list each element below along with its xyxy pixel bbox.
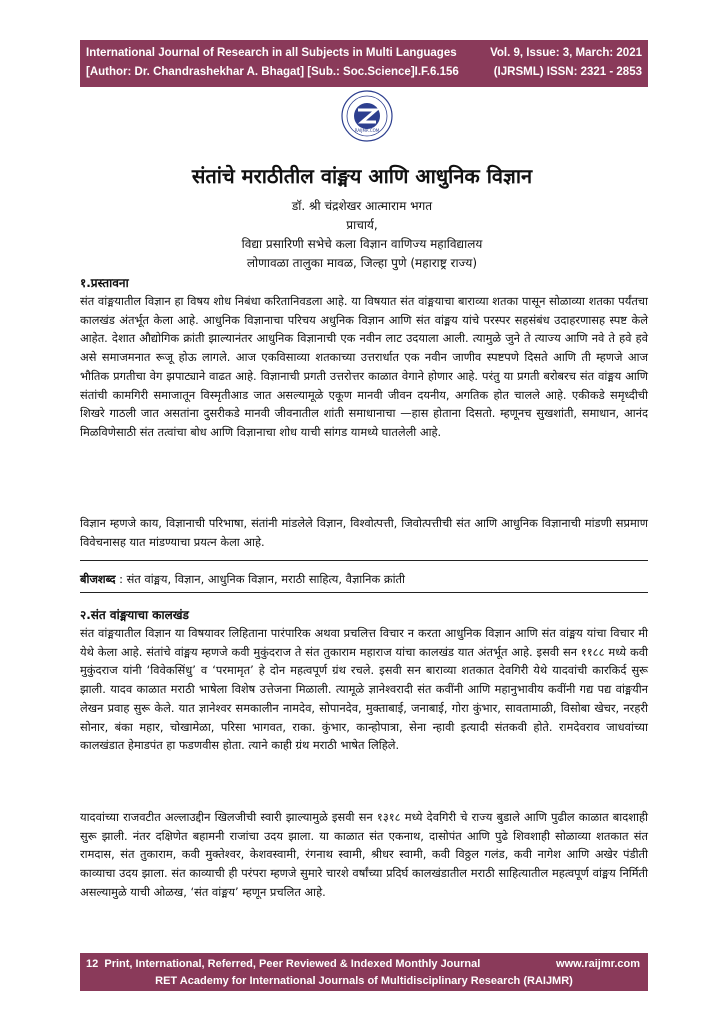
keywords-label: बीजशब्द — [80, 572, 116, 586]
keywords-line — [80, 572, 405, 587]
author-name: डॉ. श्री चंद्रशेखर आत्माराम भगत — [291, 199, 433, 213]
section-heading-introduction: १.प्रस्तावना — [80, 276, 129, 290]
journal-header-band — [80, 40, 648, 87]
footer-line-1 — [86, 958, 480, 970]
journal-name: International Journal of Research in all Subjects in Multi Languages — [86, 47, 457, 59]
intro-paragraph-1: संत वांङ्मयातील विज्ञान हा विषय शोध निबंधा करितानिवडला आहे. या विषयात संत वांङ्मयाचा बाराव्या शतका पासून सोळाव्या शतका पर्यंतचा कालखंड अंतर्भूत केला आहे. आधुनिक विज्ञानाचा परिचय अधुनिक विज्ञान आणि संत वांङ्मय यांचे परस्पर सहसंबंध उदाहरणासह स्पष्ट केले आहेत. देशात औद्योगिक क्रांती झाल्यानंतर आधुनिक विज्ञानाची एक नवीन लाट उदयाला आली. त्यामुळे जुने ते त्याज्य आणि नवे ते हवे हवे असे समाजमनात रूजू होऊ लागले. आज एकविसाव्या शतकाच्या उत्तरार्धात एक नवीन जाणीव स्पष्टपणे दिसते आणि ती म्हणजे आज भौतिक प्रगतीचा वेग झपाट्याने वाढत आहे. विज्ञानाची प्रगती उत्तरोत्तर काळात वेगाने होणार आहे. परंतु या प्रगती बरोबरच संत वांङ्मय आणि संतांची कामगिरी समाजातून विस्मृतीआड जात असल्यामूळे एकूण मानवी जीवन दयनीय, अगतिक होत चालले आहे. एकीकडे समृध्दीची शिखरे गाठली जात असतांना दुसरीकडे मानवी जीवनातील शांती समाधानाचा —हास होताना दिसतो. म्हणूनच सुखशांती, समाधान, आनंद मिळविणेसाठी संत तत्वांचा बोध आणि विज्ञानाचा शोध याची सांगड यामध्ये घातलेली आहे. — [80, 294, 648, 439]
period-paragraph-1: संत वांङ्मयातील विज्ञान या विषयावर लिहिताना पारंपारिक अथवा प्रचलित्त विचार न करता आधुनिक विज्ञान आणि संत वांङ्मय यांचा विचार मी येथे केला आहे. संतांचे वांङ्मय म्हणजे कवी मुकुंदराज ते संत तुकाराम महाराज यांचा कालखंड यात अंतर्भूत आहे. इसवी सन ११८८ मध्ये कवी मुकुंदराज यांनी ‘विवेकसिंधु’ व ‘परमामृत’ हे दोन महत्वपूर्ण ग्रंथ रचले. इसवी सन बाराव्या शतकात देवगिरी येथे यादवांची कारकिर्द सुरू झाली. यादव काळात मराठी भाषेला विशेष उत्तेजना मिळाली. त्यामूळे ज्ञानेश्वरादी संत कवींनी आणि महानुभावीय कवींनी गद्य पद्य वांङ्मयीन लेखन प्रवाह सुरू केले. यात ज्ञानेश्वर समकालीन नामदेव, सोपानदेव, मुक्ताबाई, जनाबाई, गोरा कुंभार, सावतामाळी, विसोबा खेचर, नरहरी सोनार, बंका महार, चोखामेळा, परिसा भागवत, राका. कुंभार, कान्होपात्रा, सेना न्हावी इत्यादी संतकवी होते. रामदेवराव जाधवांच्या कालखंडात हेमाडपंत हा फडणवीस होता. त्याने काही ग्रंथ मराठी भाषेत लिहिले. — [80, 626, 648, 753]
footer-publisher: RET Academy for International Journals of Multidisciplinary Research (RAIJMR) — [155, 975, 573, 987]
footer-journal-type: Print, International, Referred, Peer Reviewed & Indexed Monthly Journal — [104, 958, 481, 970]
issue-info: Vol. 9, Issue: 3, March: 2021 — [490, 47, 642, 59]
author-subject-line: [Author: Dr. Chandrashekhar A. Bhagat] [Sub.: Soc.Science]I.F.6.156 — [86, 66, 459, 78]
keywords-text: : संत वांङ्मय, विज्ञान, आधुनिक विज्ञान, मराठी साहित्य, वैज्ञानिक क्रांती — [119, 572, 405, 586]
section-heading-period: २.संत वांङ्मयाचा कालखंड — [80, 608, 189, 622]
paper-title: संतांचे मराठीतील वांङ्मय आणि आधुनिक विज्ञान — [191, 164, 533, 188]
logo-text: RAIJMR.COM — [354, 128, 380, 133]
issn-info: (IJRSML) ISSN: 2321 - 2853 — [493, 66, 642, 78]
footer-website: www.raijmr.com — [556, 958, 640, 970]
author-designation: प्राचार्य, — [346, 218, 378, 232]
author-college: विद्या प्रसारिणी सभेचे कला विज्ञान वाणिज्य महाविद्यालय — [241, 237, 483, 251]
keywords-bottom-rule — [80, 592, 648, 593]
intro-paragraph-2: विज्ञान म्हणजे काय, विज्ञानाची परिभाषा, संतांनी मांडलेले विज्ञान, विश्वोत्पत्ती, जिवोत्पत्तीची संत आणि आधुनिक विज्ञानाची मांडणी सप्रमाण विवेचनासह यात मांडण्याचा प्रयत्न केला आहे. — [80, 516, 648, 549]
keywords-top-rule — [80, 560, 648, 561]
raijmr-logo-icon — [340, 88, 394, 158]
period-paragraph-2: यादवांच्या राजवटीत अल्लाउद्दीन खिलजीची स्वारी झाल्यामुळे इसवी सन १३१८ मध्ये देवगिरी चे राज्य बुडाले आणि पुढील काळात बादशाही सुरू झाली. नंतर दक्षिणेत बहामनी राजांचा उदय झाला. या काळात संत एकनाथ, दासोपंत आणि पुढे शिवशाही सोळाव्या शतकात संत रामदास, संत तुकाराम, कवी मुक्तेश्वर, केशवस्वामी, रंगनाथ स्वामी, श्रीधर स्वामी, कवी विठ्ठल गलंड, कवी नागेश आणि अखेर पंडीती काव्याचा उदय झाला. संत काव्याची ही परंपरा म्हणजे सुमारे चारशे वर्षांच्या प्रदिर्घ कालखंडातील मराठी साहित्यातील महत्वपूर्ण वांङ्मय निर्मिती असल्यामुळे याची ओळख, ‘संत वांङ्मय’ म्हणून प्रचलित आहे. — [80, 810, 648, 899]
journal-footer-band — [80, 953, 648, 991]
page-number: 12 — [86, 958, 99, 970]
author-location: लोणावळा तालुका मावळ, जिल्हा पुणे (महाराष्ट्र राज्य) — [246, 256, 478, 270]
